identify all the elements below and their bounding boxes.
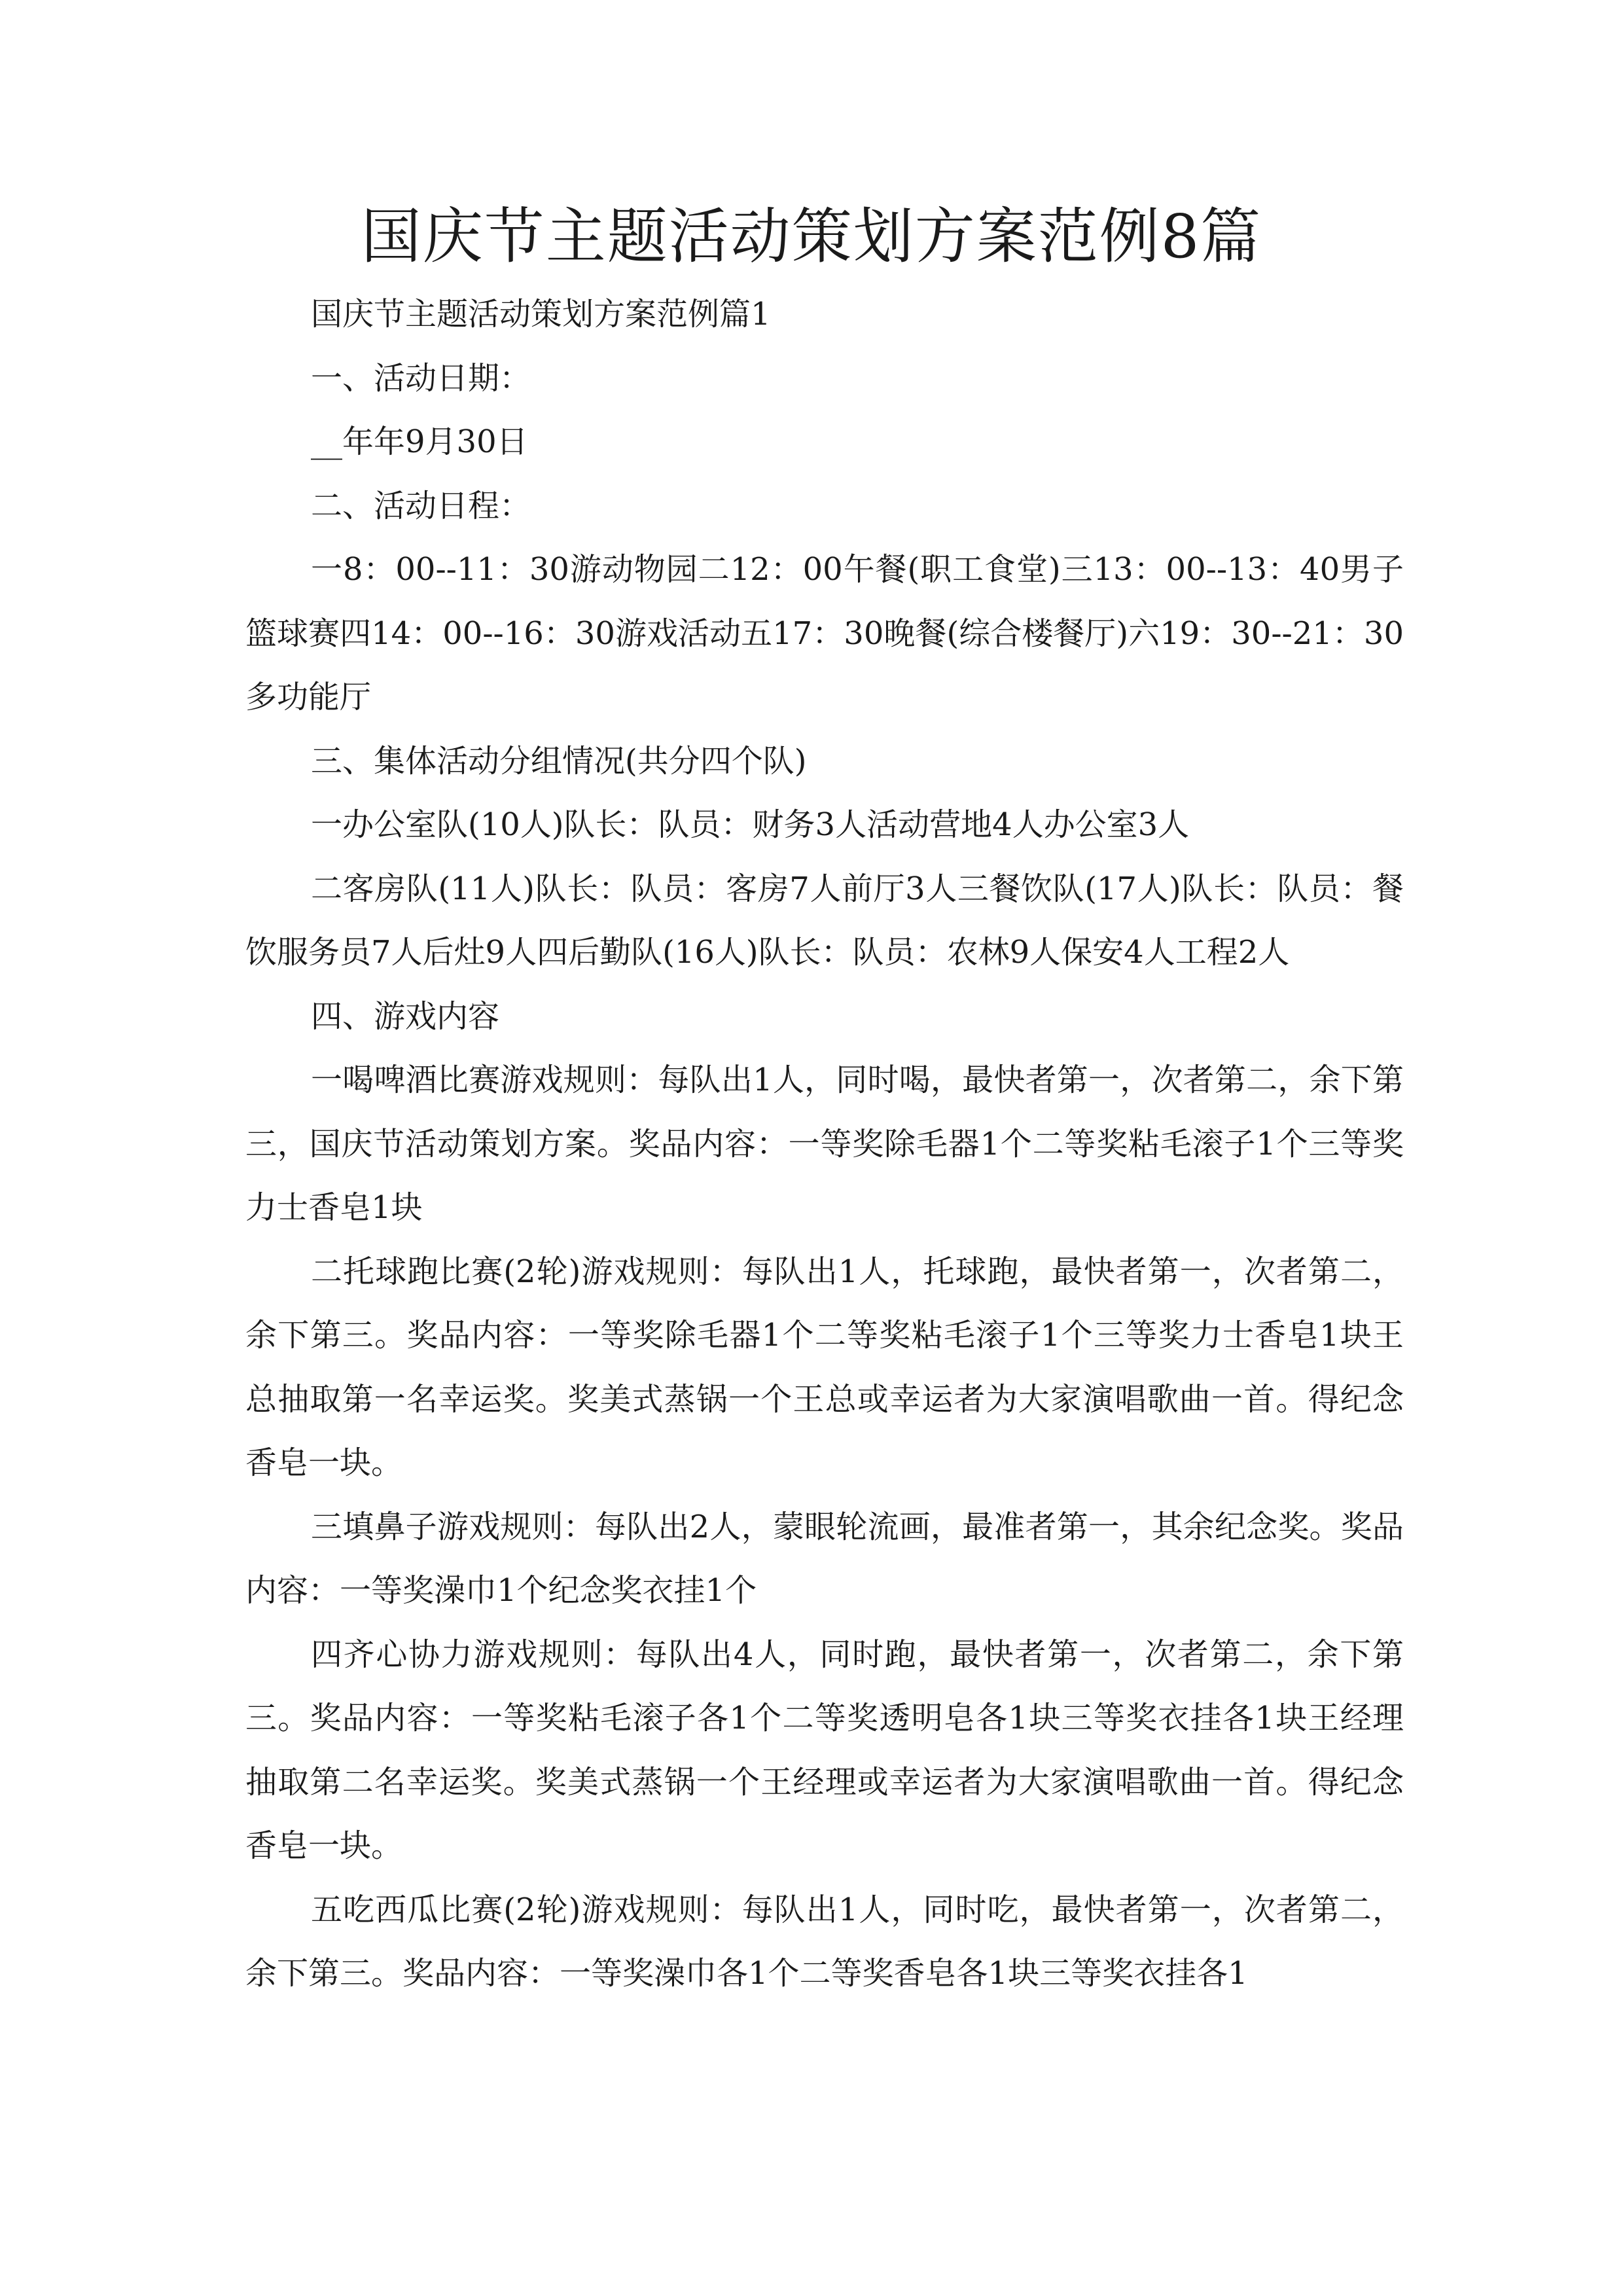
paragraph-section-heading: 国庆节主题活动策划方案范例篇1	[311, 296, 771, 332]
paragraph-game-beer: 一喝啤酒比赛游戏规则：每队出1人，同时喝，最快者第一，次者第二，余下第三，国庆节活动策划方案。奖品内容：一等奖除毛器1个二等奖粘毛滚子1个三等奖力士香皂1块	[245, 1062, 1404, 1226]
paragraph-activity-date-heading: 一、活动日期：	[311, 359, 531, 397]
paragraph-grouping-heading: 三、集体活动分组情况(共分四个队)	[311, 742, 807, 780]
paragraph-game-nose: 三填鼻子游戏规则：每队出2人，蒙眼轮流画，最准者第一，其余纪念奖。奖品内容：一等奖澡巾1个纪念奖衣挂1个	[245, 1508, 1404, 1609]
paragraph-team-others: 二客房队(11人)队长：队员：客房7人前厅3人三餐饮队(17人)队长：队员：餐饮服务员7人后灶9人四后勤队(16人)队长：队员：农林9人保安4人工程2人	[245, 870, 1404, 971]
paragraph-schedule: 一8：00--11：30游动物园二12：00午餐(职工食堂)三13：00--13：40男子篮球赛四14：00--16：30游戏活动五17：30晚餐(综合楼餐厅)六19：30--21：30多功能厅	[245, 551, 1404, 715]
paragraph-game-ball-run: 二托球跑比赛(2轮)游戏规则：每队出1人，托球跑，最快者第一，次者第二，余下第三。奖品内容：一等奖除毛器1个二等奖粘毛滚子1个三等奖力士香皂1块王总抽取第一名幸运奖。奖美式蒸锅一个王总或幸运者为大家演唱歌曲一首。得纪念香皂一块。	[245, 1253, 1404, 1481]
paragraph-schedule-heading: 二、活动日程：	[311, 487, 531, 524]
paragraph-games-heading: 四、游戏内容	[311, 997, 500, 1035]
document-title: 国庆节主题活动策划方案范例8篇	[361, 202, 1262, 272]
document-body	[245, 283, 1404, 2006]
paragraph-game-watermelon: 五吃西瓜比赛(2轮)游戏规则：每队出1人，同时吃，最快者第一，次者第二，余下第三。奖品内容：一等奖澡巾各1个二等奖香皂各1块三等奖衣挂各1	[245, 1891, 1404, 1992]
paragraph-team-office: 一办公室队(10人)队长：队员：财务3人活动营地4人办公室3人	[311, 806, 1190, 843]
paragraph-activity-date: __年年9月30日	[311, 423, 528, 460]
paragraph-game-teamwork: 四齐心协力游戏规则：每队出4人，同时跑，最快者第一，次者第二，余下第三。奖品内容：一等奖粘毛滚子各1个二等奖透明皂各1块三等奖衣挂各1块王经理抽取第二名幸运奖。奖美式蒸锅一个王经理或幸运者为大家演唱歌曲一首。得纪念香皂一块。	[245, 1636, 1404, 1864]
